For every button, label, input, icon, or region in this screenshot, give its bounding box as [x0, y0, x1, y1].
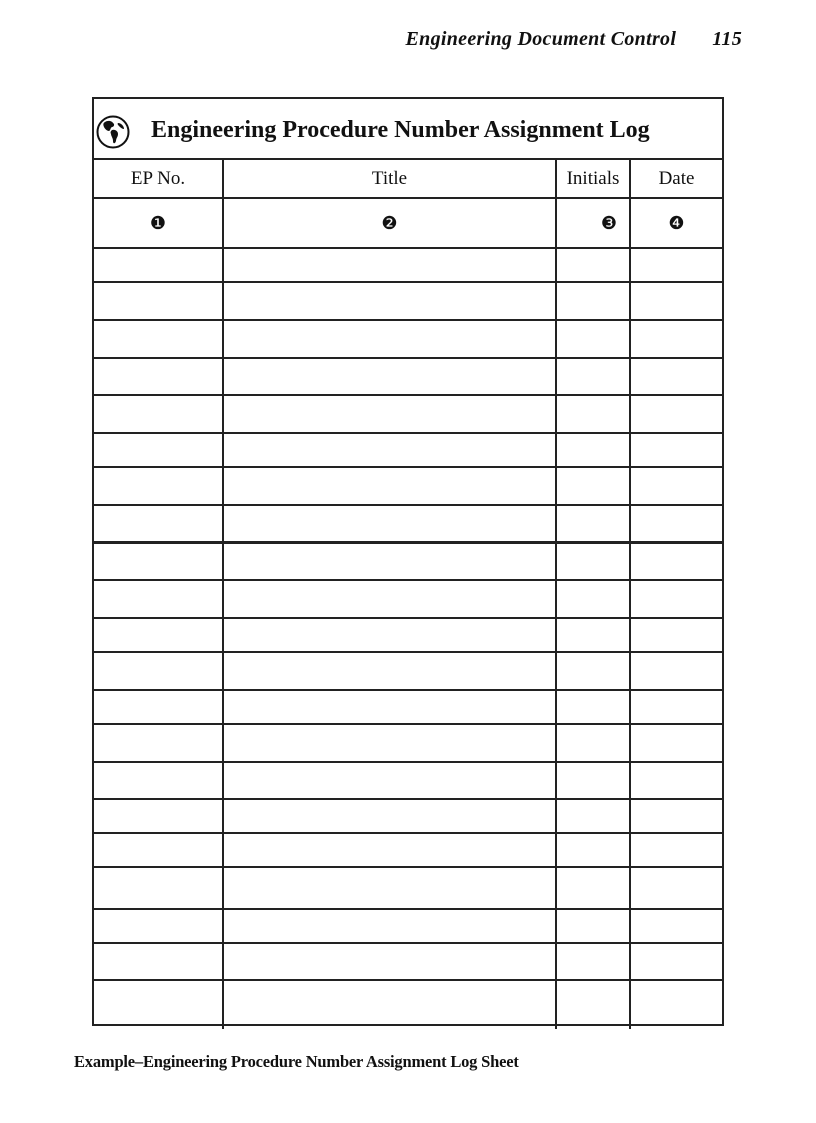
ep-no-cell [94, 581, 224, 617]
ep-no-cell [94, 434, 224, 466]
ep-no-cell [94, 981, 224, 1029]
table-row [94, 944, 722, 981]
date-cell [631, 468, 722, 504]
date-cell [631, 434, 722, 466]
ep-no-cell [94, 359, 224, 394]
date-cell [631, 691, 722, 723]
assignment-log-form [92, 97, 724, 1026]
table-row [94, 321, 722, 359]
date-cell [631, 544, 722, 579]
date-cell [631, 910, 722, 942]
date-cell [631, 359, 722, 394]
title-cell [224, 619, 557, 651]
initials-cell [557, 434, 631, 466]
ep-no-cell [94, 249, 224, 281]
table-row [94, 581, 722, 619]
initials-cell [557, 249, 631, 281]
column-header-initials: Initials [557, 160, 631, 197]
ep-no-cell [94, 468, 224, 504]
date-cell [631, 868, 722, 908]
title-cell [224, 868, 557, 908]
ep-no-cell [94, 868, 224, 908]
table-row [94, 763, 722, 800]
date-cell [631, 653, 722, 689]
title-cell [224, 434, 557, 466]
form-title: Engineering Procedure Number Assignment Log [151, 117, 650, 143]
callout-marker-3: ❸ [557, 199, 631, 247]
date-cell [631, 506, 722, 541]
ep-no-cell [94, 619, 224, 651]
initials-cell [557, 910, 631, 942]
table-row [94, 544, 722, 581]
table-row [94, 725, 722, 763]
table-row [94, 283, 722, 321]
running-head-title: Engineering Document Control [405, 28, 677, 50]
initials-cell [557, 653, 631, 689]
date-cell [631, 944, 722, 979]
initials-cell [557, 619, 631, 651]
initials-cell [557, 725, 631, 761]
globe-icon [96, 115, 130, 149]
initials-cell [557, 581, 631, 617]
table-row [94, 981, 722, 1029]
table-row [94, 506, 722, 544]
title-cell [224, 691, 557, 723]
ep-no-cell [94, 910, 224, 942]
form-title-row [94, 99, 722, 160]
date-cell [631, 321, 722, 357]
initials-cell [557, 544, 631, 579]
title-cell [224, 800, 557, 832]
ep-no-cell [94, 834, 224, 866]
title-cell [224, 834, 557, 866]
initials-cell [557, 868, 631, 908]
ep-no-cell [94, 506, 224, 541]
date-cell [631, 725, 722, 761]
initials-cell [557, 834, 631, 866]
date-cell [631, 834, 722, 866]
title-cell [224, 981, 557, 1029]
ep-no-cell [94, 653, 224, 689]
title-cell [224, 763, 557, 798]
initials-cell [557, 321, 631, 357]
callout-marker-2: ❷ [224, 199, 557, 247]
ep-no-cell [94, 396, 224, 432]
table-row [94, 619, 722, 653]
title-cell [224, 283, 557, 319]
callout-marker-row [94, 199, 722, 249]
date-cell [631, 619, 722, 651]
column-header-title: Title [224, 160, 557, 197]
callout-marker-1: ❶ [94, 199, 224, 247]
ep-no-cell [94, 763, 224, 798]
date-cell [631, 981, 722, 1029]
initials-cell [557, 944, 631, 979]
title-cell [224, 944, 557, 979]
table-row [94, 359, 722, 396]
ep-no-cell [94, 691, 224, 723]
ep-no-cell [94, 544, 224, 579]
title-cell [224, 321, 557, 357]
table-row [94, 434, 722, 468]
title-cell [224, 249, 557, 281]
table-row [94, 691, 722, 725]
initials-cell [557, 981, 631, 1029]
figure-caption: Example–Engineering Procedure Number Assignment Log Sheet [74, 1052, 519, 1071]
ep-no-cell [94, 321, 224, 357]
ep-no-cell [94, 725, 224, 761]
title-cell [224, 396, 557, 432]
initials-cell [557, 763, 631, 798]
table-row [94, 653, 722, 691]
title-cell [224, 653, 557, 689]
ep-no-cell [94, 944, 224, 979]
table-row [94, 800, 722, 834]
date-cell [631, 581, 722, 617]
title-cell [224, 544, 557, 579]
table-row [94, 868, 722, 910]
title-cell [224, 506, 557, 541]
initials-cell [557, 800, 631, 832]
initials-cell [557, 359, 631, 394]
date-cell [631, 396, 722, 432]
ep-no-cell [94, 800, 224, 832]
table-row [94, 834, 722, 868]
title-cell [224, 468, 557, 504]
column-header-row [94, 160, 722, 199]
date-cell [631, 249, 722, 281]
date-cell [631, 283, 722, 319]
initials-cell [557, 396, 631, 432]
column-header-date: Date [658, 168, 695, 189]
table-row [94, 396, 722, 434]
initials-cell [557, 691, 631, 723]
table-row [94, 249, 722, 283]
date-cell [631, 763, 722, 798]
date-cell [631, 800, 722, 832]
initials-cell [557, 468, 631, 504]
title-cell [224, 910, 557, 942]
title-cell [224, 725, 557, 761]
ep-no-cell [94, 283, 224, 319]
initials-cell [557, 506, 631, 541]
page-number: 115 [712, 28, 742, 50]
initials-cell [557, 283, 631, 319]
column-header-ep-no: EP No. [94, 160, 224, 197]
table-row [94, 468, 722, 506]
table-row [94, 910, 722, 944]
running-head [406, 28, 742, 51]
callout-marker-4: ❹ [668, 212, 685, 233]
title-cell [224, 359, 557, 394]
title-cell [224, 581, 557, 617]
